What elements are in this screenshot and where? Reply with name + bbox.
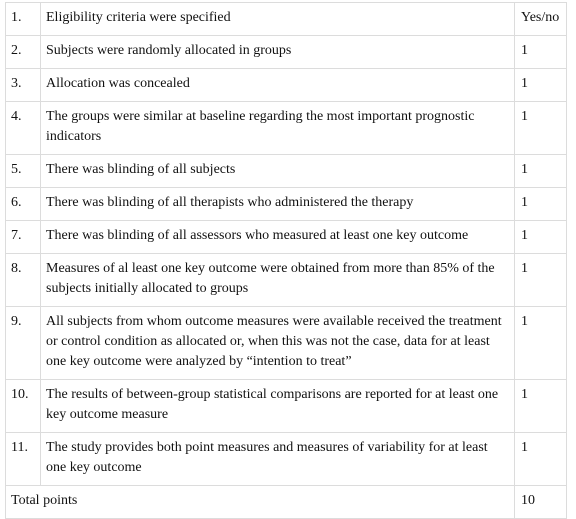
table-row-criterion-3 — [6, 69, 567, 102]
criterion-score: 1 — [515, 155, 567, 188]
criterion-score: 1 — [515, 69, 567, 102]
table-row-criterion-1 — [6, 3, 567, 36]
criterion-score: 1 — [515, 433, 567, 486]
criterion-text: There was blinding of all therapists who administered the therapy — [41, 188, 515, 221]
criterion-text: Allocation was concealed — [41, 69, 515, 102]
table-row-criterion-2 — [6, 36, 567, 69]
criterion-score: 1 — [515, 254, 567, 307]
criterion-score: 1 — [515, 188, 567, 221]
table-row-criterion-8 — [6, 254, 567, 307]
table-row-total — [6, 486, 567, 519]
criterion-text: Eligibility criteria were specified — [41, 3, 515, 36]
criteria-table-container — [5, 2, 566, 519]
criterion-text: Measures of al least one key outcome were obtained from more than 85% of the subjects initially allocated to groups — [41, 254, 515, 307]
criterion-score: 1 — [515, 102, 567, 155]
criterion-text: The results of between-group statistical comparisons are reported for at least one key outcome measure — [41, 380, 515, 433]
criterion-score: 1 — [515, 307, 567, 380]
criterion-text: There was blinding of all assessors who measured at least one key outcome — [41, 221, 515, 254]
criterion-number: 3. — [6, 69, 41, 102]
criterion-number: 10. — [6, 380, 41, 433]
table-row-criterion-5 — [6, 155, 567, 188]
total-points-label: Total points — [6, 486, 515, 519]
table-row-criterion-7 — [6, 221, 567, 254]
criterion-number: 9. — [6, 307, 41, 380]
criterion-number: 8. — [6, 254, 41, 307]
table-row-criterion-9 — [6, 307, 567, 380]
table-row-criterion-10 — [6, 380, 567, 433]
criteria-table — [5, 2, 567, 519]
criterion-text: There was blinding of all subjects — [41, 155, 515, 188]
yes-no-column-header: Yes/no — [515, 3, 567, 36]
criterion-text: The study provides both point measures and measures of variability for at least one key outcome — [41, 433, 515, 486]
criterion-number: 2. — [6, 36, 41, 69]
total-points-value: 10 — [515, 486, 567, 519]
criterion-number: 7. — [6, 221, 41, 254]
criterion-text: All subjects from whom outcome measures were available received the treatment or control condition as allocated or, when this was not the case, data for at least one key outcome were analyzed by “intention to treat” — [41, 307, 515, 380]
criterion-text: Subjects were randomly allocated in groups — [41, 36, 515, 69]
table-row-criterion-11 — [6, 433, 567, 486]
criterion-score: 1 — [515, 221, 567, 254]
criterion-number: 5. — [6, 155, 41, 188]
table-row-criterion-4 — [6, 102, 567, 155]
criterion-text: The groups were similar at baseline regarding the most important prognostic indicators — [41, 102, 515, 155]
table-row-criterion-6 — [6, 188, 567, 221]
criterion-score: 1 — [515, 380, 567, 433]
criterion-number: 11. — [6, 433, 41, 486]
criterion-number: 6. — [6, 188, 41, 221]
criterion-score: 1 — [515, 36, 567, 69]
criterion-number: 4. — [6, 102, 41, 155]
criterion-number: 1. — [6, 3, 41, 36]
